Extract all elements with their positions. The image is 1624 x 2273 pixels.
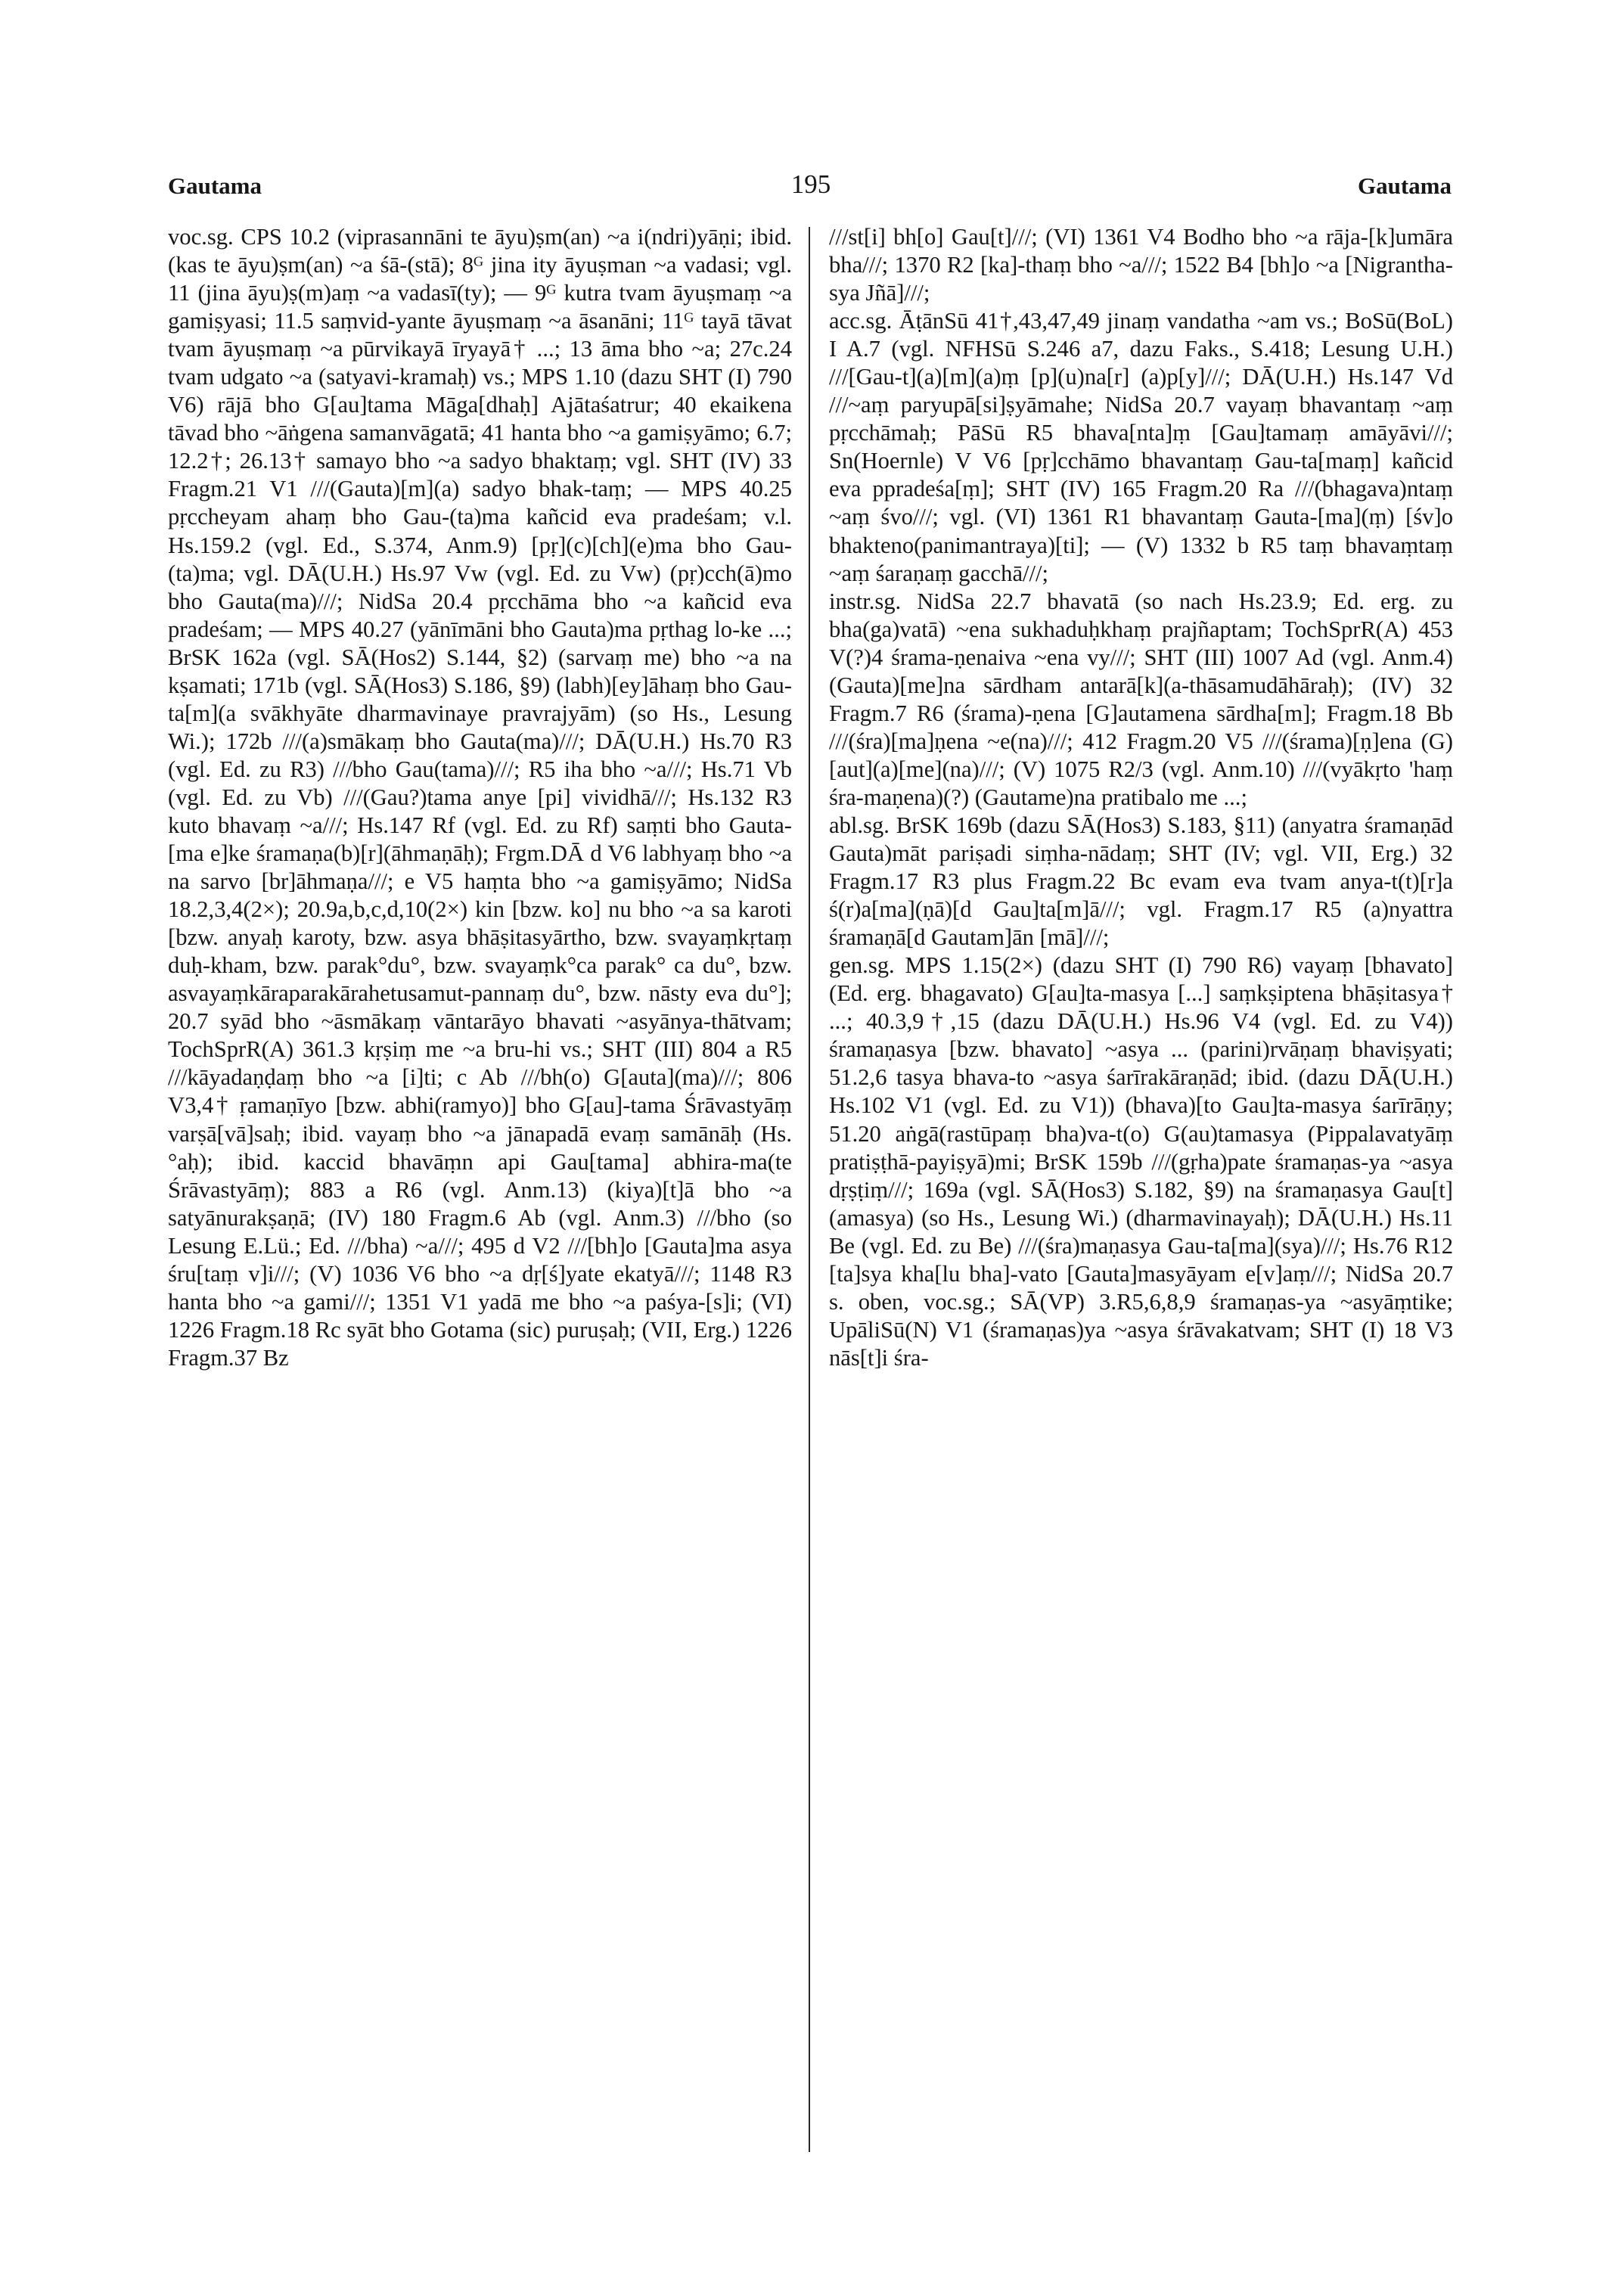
column-divider bbox=[809, 227, 810, 2152]
entry-continuation: ///st[i] bh[o] Gau[t]///; (VI) 1361 V4 Bodho bho ~a rāja-[k]umāra bha///; 1370 R2 [ka]-thaṃ bho ~a///; 1522 B4 [bh]o ~a [Nigrantha-sya Jñā]///; bbox=[829, 224, 1453, 306]
running-header-left: Gautama bbox=[168, 172, 262, 199]
entry-acc-sg: acc.sg. ĀṭānSū 41†,43,47,49 jinaṃ vandatha ~am vs.; BoSū(BoL) I A.7 (vgl. NFHSū S.246 a7, dazu Faks., S.418; Lesung U.H.) ///[Gau-t](a)[m](a)ṃ [p](u)na[r] (a)p[y]///; DĀ(U.H.) Hs.147 Vd ///~aṃ paryupā[si]ṣyāmahe; NidSa 20.7 vayaṃ bhavantaṃ ~aṃ pṛcchāmaḥ; PāSū R5 bhava[nta]ṃ [Gau]tamaṃ amāyāvi///; Sn(Hoernle) V V6 [pṛ]cchāmo bhavantaṃ Gau-ta[maṃ] kañcid eva ppradeśa[ṃ]; SHT (IV) 165 Fragm.20 Ra ///(bhagava)ntaṃ ~aṃ śvo///; vgl. (VI) 1361 R1 bhavantaṃ Gauta-[ma](ṃ) [śv]o bhakteno(panimantraya)[ti]; — (V) 1332 b R5 taṃ bhavaṃtaṃ ~aṃ śaraṇaṃ gacchā///; bbox=[829, 308, 1453, 586]
entry-gen-sg: gen.sg. MPS 1.15(2×) (dazu SHT (I) 790 R6) vayaṃ [bhavato] (Ed. erg. bhagavato) G[au]ta-masya [...] saṃkṣiptena bhāṣitasya† ...; 40.3,9†,15 (dazu DĀ(U.H.) Hs.96 V4 (vgl. Ed. zu V4)) śramaṇasya [bzw. bhavato] ~asya ... (parini)rvāṇaṃ bhaviṣyati; 51.2,6 tasya bhava-to ~asya śarīrakāraṇād; ibid. (dazu DĀ(U.H.) Hs.102 V1 (vgl. Ed. zu V1)) (bhava)[to Gau]ta-masya śarīrāṇy; 51.20 aṅgā(rastūpaṃ bha)va-t(o) G(au)tamasya (Pippalavatyāṃ pratiṣṭhā-payiṣyā)mi; BrSK 159b ///(gṛha)pate śramaṇas-ya ~asya dṛṣṭiṃ///; 169a (vgl. SĀ(Hos3) S.182, §9) na śramaṇasya Gau[t](amasya) (so Hs., Lesung Wi.) (dharmavinayaḥ); DĀ(U.H.) Hs.11 Be (vgl. Ed. zu Be) ///(śra)maṇasya Gau-ta[ma](sya)///; Hs.76 R12 [ta]sya kha[lu bha]-vato [Gauta]masyāyam e[v]aṃ///; NidSa 20.7 s. oben, voc.sg.; SĀ(VP) 3.R5,6,8,9 śramaṇas-ya ~asyāṃtike; UpāliSū(N) V1 (śramaṇas)ya ~asya śrāvakatvam; SHT (I) 18 V3 nās[t]i śra- bbox=[829, 952, 1453, 1371]
entry-voc-sg: voc.sg. CPS 10.2 (viprasannāni te āyu)ṣm(an) ~a i(ndri)yāṇi; ibid. (kas te āyu)ṣm(an) ~a śā-(stā); 8ᴳ jina ity āyuṣman ~a vadasi; vgl. 11 (jina āyu)ṣ(m)aṃ ~a vadasī(ty); — 9ᴳ kutra tvam āyuṣmaṃ ~a gamiṣyasi; 11.5 saṃvid-yante āyuṣmaṃ ~a āsanāni; 11ᴳ tayā tāvat tvam āyuṣmaṃ ~a pūrvikayā īryayā† ...; 13 āma bho ~a; 27c.24 tvam udgato ~a (satyavi-kramaḥ) vs.; MPS 1.10 (dazu SHT (I) 790 V6) rājā bho G[au]tama Māga[dhaḥ] Ajātaśatrur; 40 ekaikena tāvad bho ~āṅgena samanvāgatā; 41 hanta bho ~a gamiṣyāmo; 6.7; 12.2†; 26.13† samayo bho ~a sadyo bhaktaṃ; vgl. SHT (IV) 33 Fragm.21 V1 ///(Gauta)[m](a) sadyo bhak-taṃ; — MPS 40.25 pṛccheyam ahaṃ bho Gau-(ta)ma kañcid eva pradeśam; v.l. Hs.159.2 (vgl. Ed., S.374, Anm.9) [pṛ](c)[ch](e)ma bho Gau-(ta)ma; vgl. DĀ(U.H.) Hs.97 Vw (vgl. Ed. zu Vw) (pṛ)cch(ā)mo bho Gauta(ma)///; NidSa 20.4 pṛcchāma bho ~a kañcid eva pradeśam; — MPS 40.27 (yānīmāni bho Gauta)ma pṛthag lo-ke ...; BrSK 162a (vgl. SĀ(Hos2) S.144, §2) (sarvaṃ me) bho ~a na kṣamati; 171b (vgl. SĀ(Hos3) S.186, §9) (labh)[ey]āhaṃ bho Gau-ta[m](a svākhyāte dharmavinaye pravrajyām) (so Hs., Lesung Wi.); 172b ///(a)smākaṃ bho Gauta(ma)///; DĀ(U.H.) Hs.70 R3 (vgl. Ed. zu R3) ///bho Gau(tama)///; R5 iha bho ~a///; Hs.71 Vb (vgl. Ed. zu Vb) ///(Gau?)tama anye [pi] vividhā///; Hs.132 R3 kuto bhavaṃ ~a///; Hs.147 Rf (vgl. Ed. zu Rf) saṃti bho Gauta-[ma e]ke śramaṇa(b)[r](āhmaṇāḥ); Frgm.DĀ d V6 labhyaṃ bho ~a na sarvo [br]āhmaṇa///; e V5 haṃta bho ~a gamiṣyāmo; NidSa 18.2,3,4(2×); 20.9a,b,c,d,10(2×) kin [bzw. ko] nu bho ~a sa karoti [bzw. anyaḥ karoty, bzw. asya bhāṣitasyārtho, bzw. svayaṃkṛtaṃ duḥ-kham, bzw. parak°du°, bzw. svayaṃk°ca parak° ca du°, bzw. asvayaṃkāraparakārahetusamut-pannaṃ du°, bzw. nāsty eva du°]; 20.7 syād bho ~āsmākaṃ vāntarāyo bhavati ~asyānya-thātvam; TochSprR(A) 361.3 kṛṣiṃ me ~a bru-hi vs.; SHT (III) 804 a R5 ///kāyadaṇḍaṃ bho ~a [i]ti; c Ab ///bh(o) G[auta](ma)///; 806 V3,4† ṛamaṇīyo [bzw. abhi(ramyo)] bho G[au]-tama Śrāvastyāṃ varṣā[vā]saḥ; ibid. vayaṃ bho ~a jānapadā evaṃ samānāḥ (Hs. °aḥ); ibid. kaccid bhavāṃn api Gau[tama] abhira-ma(te Śrāvastyāṃ); 883 a R6 (vgl. Anm.13) (kiya)[t]ā bho ~a satyānurakṣaṇā; (IV) 180 Fragm.6 Ab (vgl. Anm.3) ///bho (so Lesung E.Lü.; Ed. ///bha) ~a///; 495 d V2 ///[bh]o [Gauta]ma asya śru[taṃ v]i///; (V) 1036 V6 bho ~a dṛ[ś]yate ekatyā///; 1148 R3 hanta bho ~a gami///; 1351 V1 yadā me bho ~a paśya-[s]i; (VI) 1226 Fragm.18 Rc syāt bho Gotama (sic) puruṣaḥ; (VII, Erg.) 1226 Fragm.37 Bz bbox=[168, 224, 792, 1371]
right-column bbox=[829, 223, 1453, 2160]
left-column bbox=[168, 223, 792, 2160]
running-header-right: Gautama bbox=[1358, 172, 1452, 199]
entry-instr-sg: instr.sg. NidSa 22.7 bhavatā (so nach Hs.23.9; Ed. erg. zu bha(ga)vatā) ~ena sukhaduḥkhaṃ prajñaptam; TochSprR(A) 453 V(?)4 śrama-ṇenaiva ~ena vy///; SHT (III) 1007 Ad (vgl. Anm.4) (Gauta)[me]na sārdham antarā[k](a-thāsamudāhāraḥ); (IV) 32 Fragm.7 R6 (śrama)-ṇena [G]autamena sārdha[m]; Fragm.18 Bb ///(śra)[ma]ṇena ~e(na)///; 412 Fragm.20 V5 ///(śrama)[ṇ]ena (G)[aut](a)[me](na)///; (V) 1075 R2/3 (vgl. Anm.10) ///(vyākṛto 'haṃ śra-maṇena)(?) (Gautame)na pratibalo me ...; bbox=[829, 588, 1453, 810]
page-number: 195 bbox=[790, 169, 831, 199]
entry-abl-sg: abl.sg. BrSK 169b (dazu SĀ(Hos3) S.183, §11) (anyatra śramaṇād Gauta)māt pariṣadi siṃha-nādaṃ; SHT (IV; vgl. VII, Erg.) 32 Fragm.17 R3 plus Fragm.22 Bc evam eva tvam anya-t(t)[r]a ś(r)a[ma](ṇā)[d Gau]ta[m]ā///; vgl. Fragm.17 R5 (a)nyattra śramaṇā[d Gautam]ān [mā]///; bbox=[829, 812, 1453, 951]
